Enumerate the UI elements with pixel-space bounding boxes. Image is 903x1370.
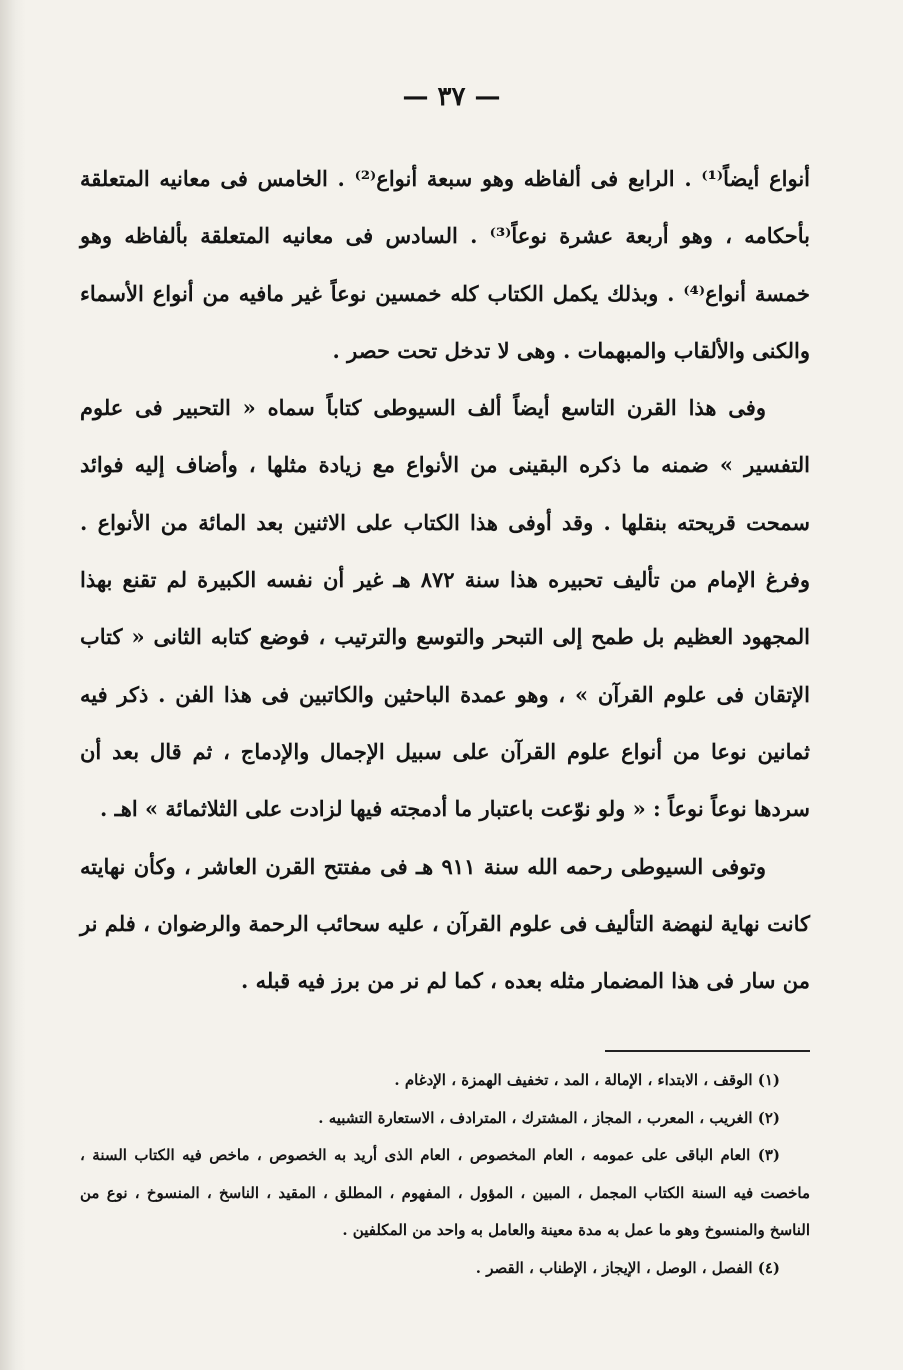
footnote-3: (٣) العام الباقى على عمومه ، العام المخصوص ، العام الذى أريد به الخصوص ، ماخص فيه الكتاب السنة ، ماخصت فيه السنة الكتاب المجمل ، المبين ، المؤول ، المفهوم ، المطلق ، المقيد ، الناسخ ، المنسوخ ، نوع من الناسخ والمنسوخ وهو ما عمل به مدة معينة والعامل به واحد من المكلفين . xyxy=(80,1146,810,1239)
footnotes xyxy=(80,1062,810,1287)
main-text xyxy=(80,150,810,1009)
footnote-1: (١) الوقف ، الابتداء ، الإمالة ، المد ، تخفيف الهمزة ، الإدغام . xyxy=(394,1071,780,1089)
page-number: — ٣٧ — xyxy=(402,82,501,112)
footnote-divider xyxy=(605,1050,810,1052)
paragraph-2: وفى هذا القرن التاسع أيضاً ألف السيوطى كتاباً سماه « التحبير فى علوم التفسير » ضمنه ما ذكره البقينى من الأنواع مع زيادة مثلها ، وأضاف إليه فوائد سمحت قريحته بنقلها . وقد أوفى هذا الكتاب على الاثنين بعد المائة من الأنواع . وفرغ الإمام من تأليف تحبيره هذا سنة ٨٧٢ هـ غير أن نفسه الكبيرة لم تقنع بهذا المجهود العظيم بل طمح إلى التبحر والتوسع والترتيب ، فوضع كتابه الثانى « كتاب الإتقان فى علوم القرآن » ، وهو عمدة الباحثين والكاتبين فى هذا الفن . ذكر فيه ثمانين نوعا من أنواع علوم القرآن على سبيل الإجمال والإدماج ، ثم قال بعد أن سردها نوعاً نوعاً : « ولو نوّعت باعتبار ما أدمجته فيها لزادت على الثلاثمائة » اهـ . xyxy=(80,395,811,822)
footnote-2: (٢) الغريب ، المعرب ، المجاز ، المشترك ، المترادف ، الاستعارة التشبيه . xyxy=(318,1108,780,1127)
paragraph-3: وتوفى السيوطى رحمه الله سنة ٩١١ هـ فى مفتتح القرن العاشر ، وكأن نهايته كانت نهاية لنهضة التأليف فى علوم القرآن ، عليه سحائب الرحمة والرضوان ، فلم نر من سار فى هذا المضمار مثله بعده ، كما لم نر من برز فيه قبله . xyxy=(80,853,810,994)
footnote-4: (٤) الفصل ، الوصل ، الإيجاز ، الإطناب ، القصر . xyxy=(475,1258,780,1277)
scan-edge-shadow xyxy=(0,0,26,1370)
paragraph-1: أنواع أيضاً⁽¹⁾ . الرابع فى ألفاظه وهو سبعة أنواع⁽²⁾ . الخامس فى معانيه المتعلقة بأحكامه ، وهو أربعة عشرة نوعاً⁽³⁾ . السادس فى معانيه المتعلقة بألفاظه وهو خمسة أنواع⁽⁴⁾ . وبذلك يكمل الكتاب كله خمسين نوعاً غير مافيه من أنواع الأسماء والكنى والألقاب والمبهمات . وهى لا تدخل تحت حصر . xyxy=(80,166,811,363)
